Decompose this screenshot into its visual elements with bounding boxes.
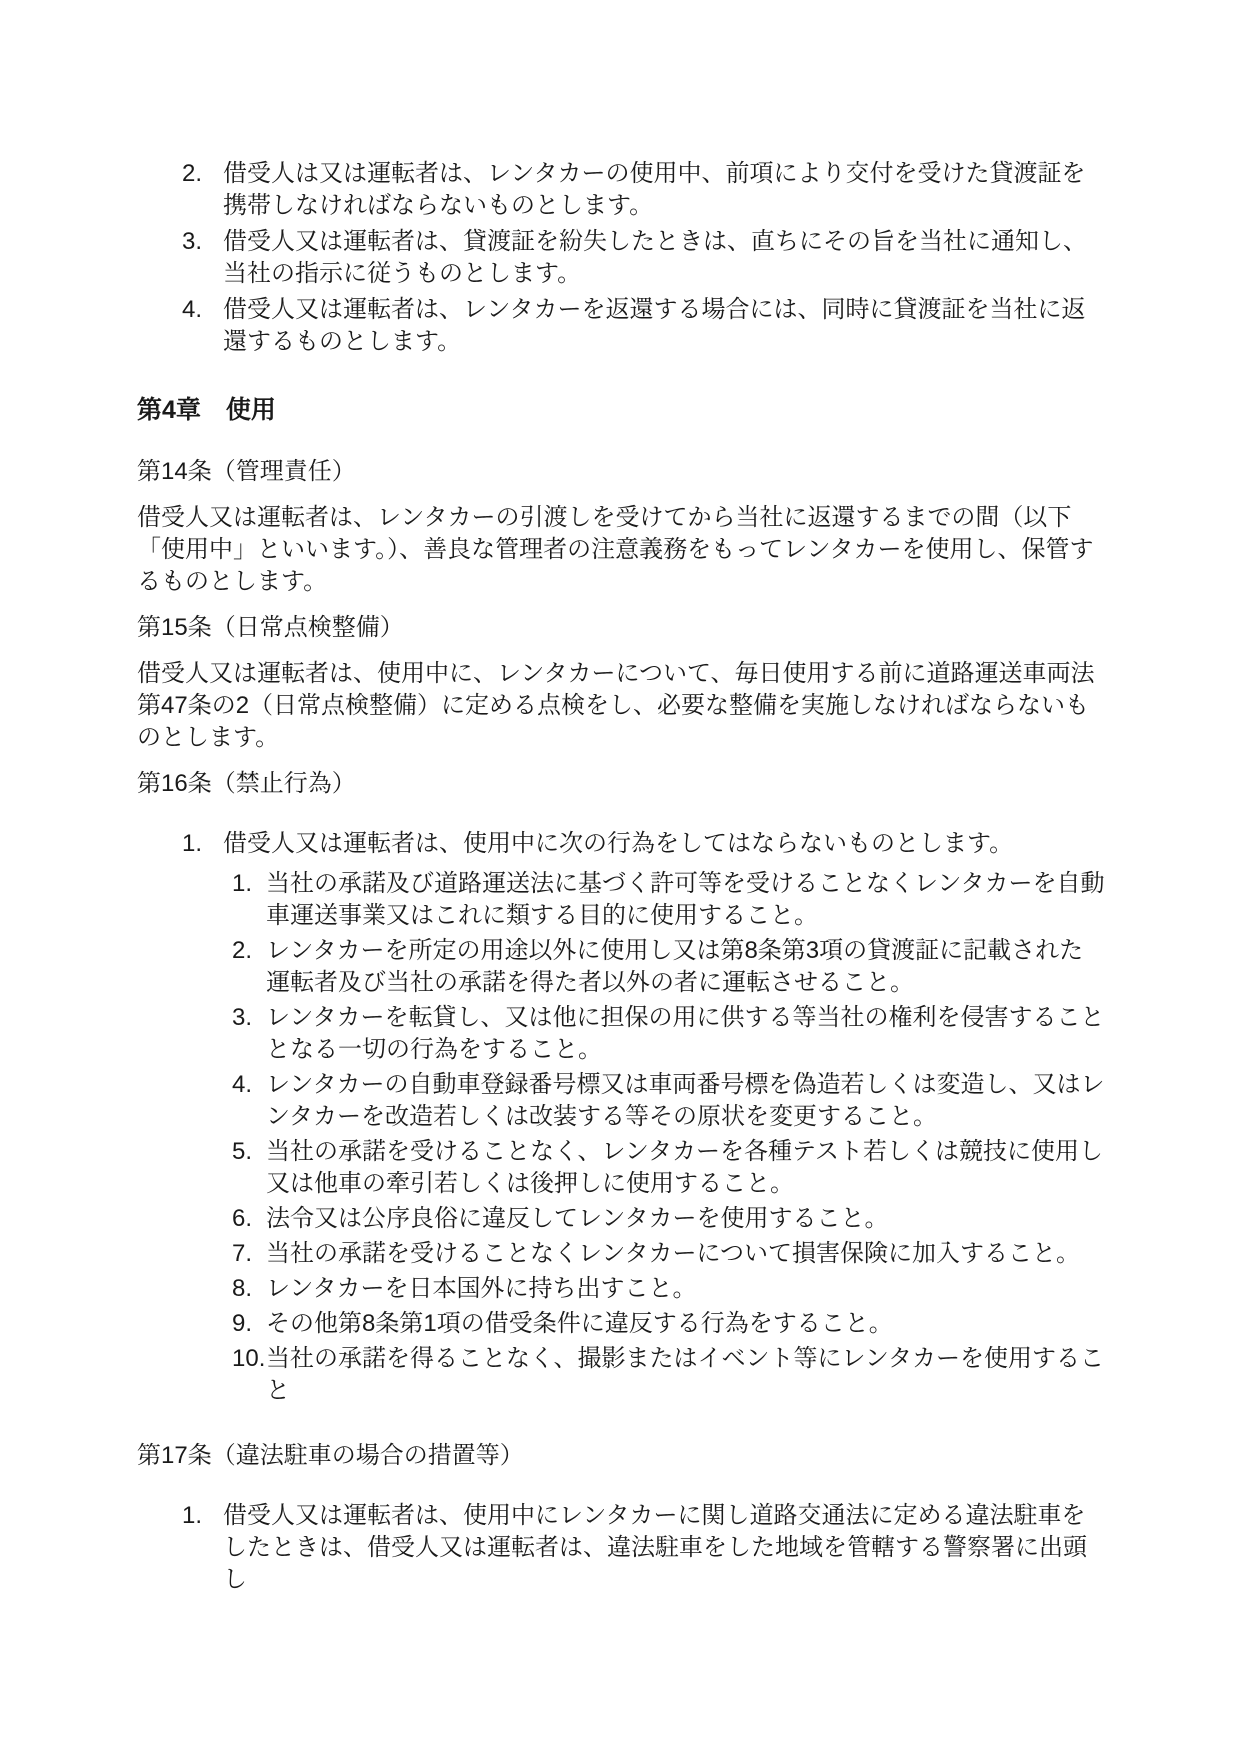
list-item-text: その他第8条第1項の借受条件に違反する行為をすること。 (266, 1310, 893, 1337)
list-item-number: 2. (232, 937, 253, 964)
list-item-text: レンタカーを転貸し、又は他に担保の用に供する等当社の権利を侵害することとなる一切の行為をすること。 (266, 1004, 1105, 1063)
list-item-number: 8. (232, 1275, 253, 1302)
list-item-number: 6. (232, 1205, 253, 1232)
section-paragraph-article-14: 借受人又は運転者は、レンタカーの引渡しを受けてから当社に返還するまでの間（以下「使用中」といいます。）、善良な管理者の注意義務をもってレンタカーを使用し、保管するものとします。 (137, 504, 1094, 595)
list-item-number: 10. (232, 1345, 266, 1372)
list-item (137, 294, 1105, 358)
article-16-sub-list (223, 868, 1105, 1407)
sub-list-item (223, 1136, 1105, 1200)
list-item (137, 226, 1105, 290)
section-heading-article-16: 第16条（禁止行為） (137, 770, 356, 797)
list-item-number: 1. (182, 1502, 203, 1529)
sub-list-item (223, 868, 1105, 932)
list-item-number: 7. (232, 1240, 253, 1267)
sub-list-item (223, 1069, 1105, 1133)
sub-list-item (223, 935, 1105, 999)
list-item-text: 当社の承諾を受けることなく、レンタカーを各種テスト若しくは競技に使用し又は他車の牽引若しくは後押しに使用すること。 (266, 1138, 1103, 1197)
list-item-number: 5. (232, 1138, 253, 1165)
sub-list-item (223, 1238, 1105, 1270)
top-numbered-list (137, 158, 1105, 358)
list-item (137, 158, 1105, 222)
section-paragraph-article-15: 借受人又は運転者は、使用中に、レンタカーについて、毎日使用する前に道路運送車両法第47条の2（日常点検整備）に定める点検をし、必要な整備を実施しなければならないものとします。 (137, 660, 1095, 751)
list-item-text: 借受人又は運転者は、使用中にレンタカーに関し道路交通法に定める違法駐車をしたときは、借受人又は運転者は、違法駐車をした地域を管轄する警察署に出頭し (223, 1502, 1087, 1593)
list-item-number: 9. (232, 1310, 253, 1337)
list-item-text: 法令又は公序良俗に違反してレンタカーを使用すること。 (266, 1205, 889, 1232)
sub-list-item (223, 1308, 1105, 1340)
list-item-text: 当社の承諾及び道路運送法に基づく許可等を受けることなくレンタカーを自動車運送事業又はこれに類する目的に使用すること。 (266, 870, 1105, 929)
article-16-list (137, 828, 1105, 1410)
list-item-number: 1. (232, 870, 253, 897)
list-item-text: レンタカーを日本国外に持ち出すこと。 (266, 1275, 697, 1302)
section-heading-article-17: 第17条（違法駐車の場合の措置等） (137, 1442, 524, 1469)
list-item-text: 借受人は又は運転者は、レンタカーの使用中、前項により交付を受けた貸渡証を携帯しなければならないものとします。 (223, 160, 1086, 219)
section-heading-article-14: 第14条（管理責任） (137, 458, 356, 485)
list-item-text (223, 828, 1105, 1410)
list-item-text: レンタカーを所定の用途以外に使用し又は第8条第3項の貸渡証に記載された運転者及び当社の承諾を得た者以外の者に運転させること。 (266, 937, 1084, 996)
list-item-text: 当社の承諾を受けることなくレンタカーについて損害保険に加入すること。 (266, 1240, 1080, 1267)
list-item-lead-text: 借受人又は運転者は、使用中に次の行為をしてはならないものとします。 (223, 830, 1014, 857)
list-item-number: 1. (182, 830, 203, 857)
sub-list-item (223, 1203, 1105, 1235)
list-item-text: 当社の承諾を得ることなく、撮影またはイベント等にレンタカーを使用すること (266, 1345, 1104, 1404)
sub-list-item (223, 1343, 1105, 1407)
list-item-number: 3. (232, 1004, 253, 1031)
list-item-number: 4. (232, 1071, 253, 1098)
sub-list-item (223, 1002, 1105, 1066)
list-item-text: 借受人又は運転者は、レンタカーを返還する場合には、同時に貸渡証を当社に返還するものとします。 (223, 296, 1086, 355)
list-item (137, 828, 1105, 1410)
sub-list-item (223, 1273, 1105, 1305)
list-item (137, 1500, 1105, 1596)
list-item-text: レンタカーの自動車登録番号標又は車両番号標を偽造若しくは変造し、又はレンタカーを改造若しくは改装する等その原状を変更すること。 (266, 1071, 1105, 1130)
list-item-number: 3. (182, 228, 203, 255)
list-item-number: 2. (182, 160, 203, 187)
section-heading-article-15: 第15条（日常点検整備） (137, 614, 404, 641)
article-17-list (137, 1500, 1105, 1596)
list-item-number: 4. (182, 296, 203, 323)
chapter-heading: 第4章 使用 (137, 396, 276, 424)
list-item-text: 借受人又は運転者は、貸渡証を紛失したときは、直ちにその旨を当社に通知し、当社の指示に従うものとします。 (223, 228, 1087, 287)
